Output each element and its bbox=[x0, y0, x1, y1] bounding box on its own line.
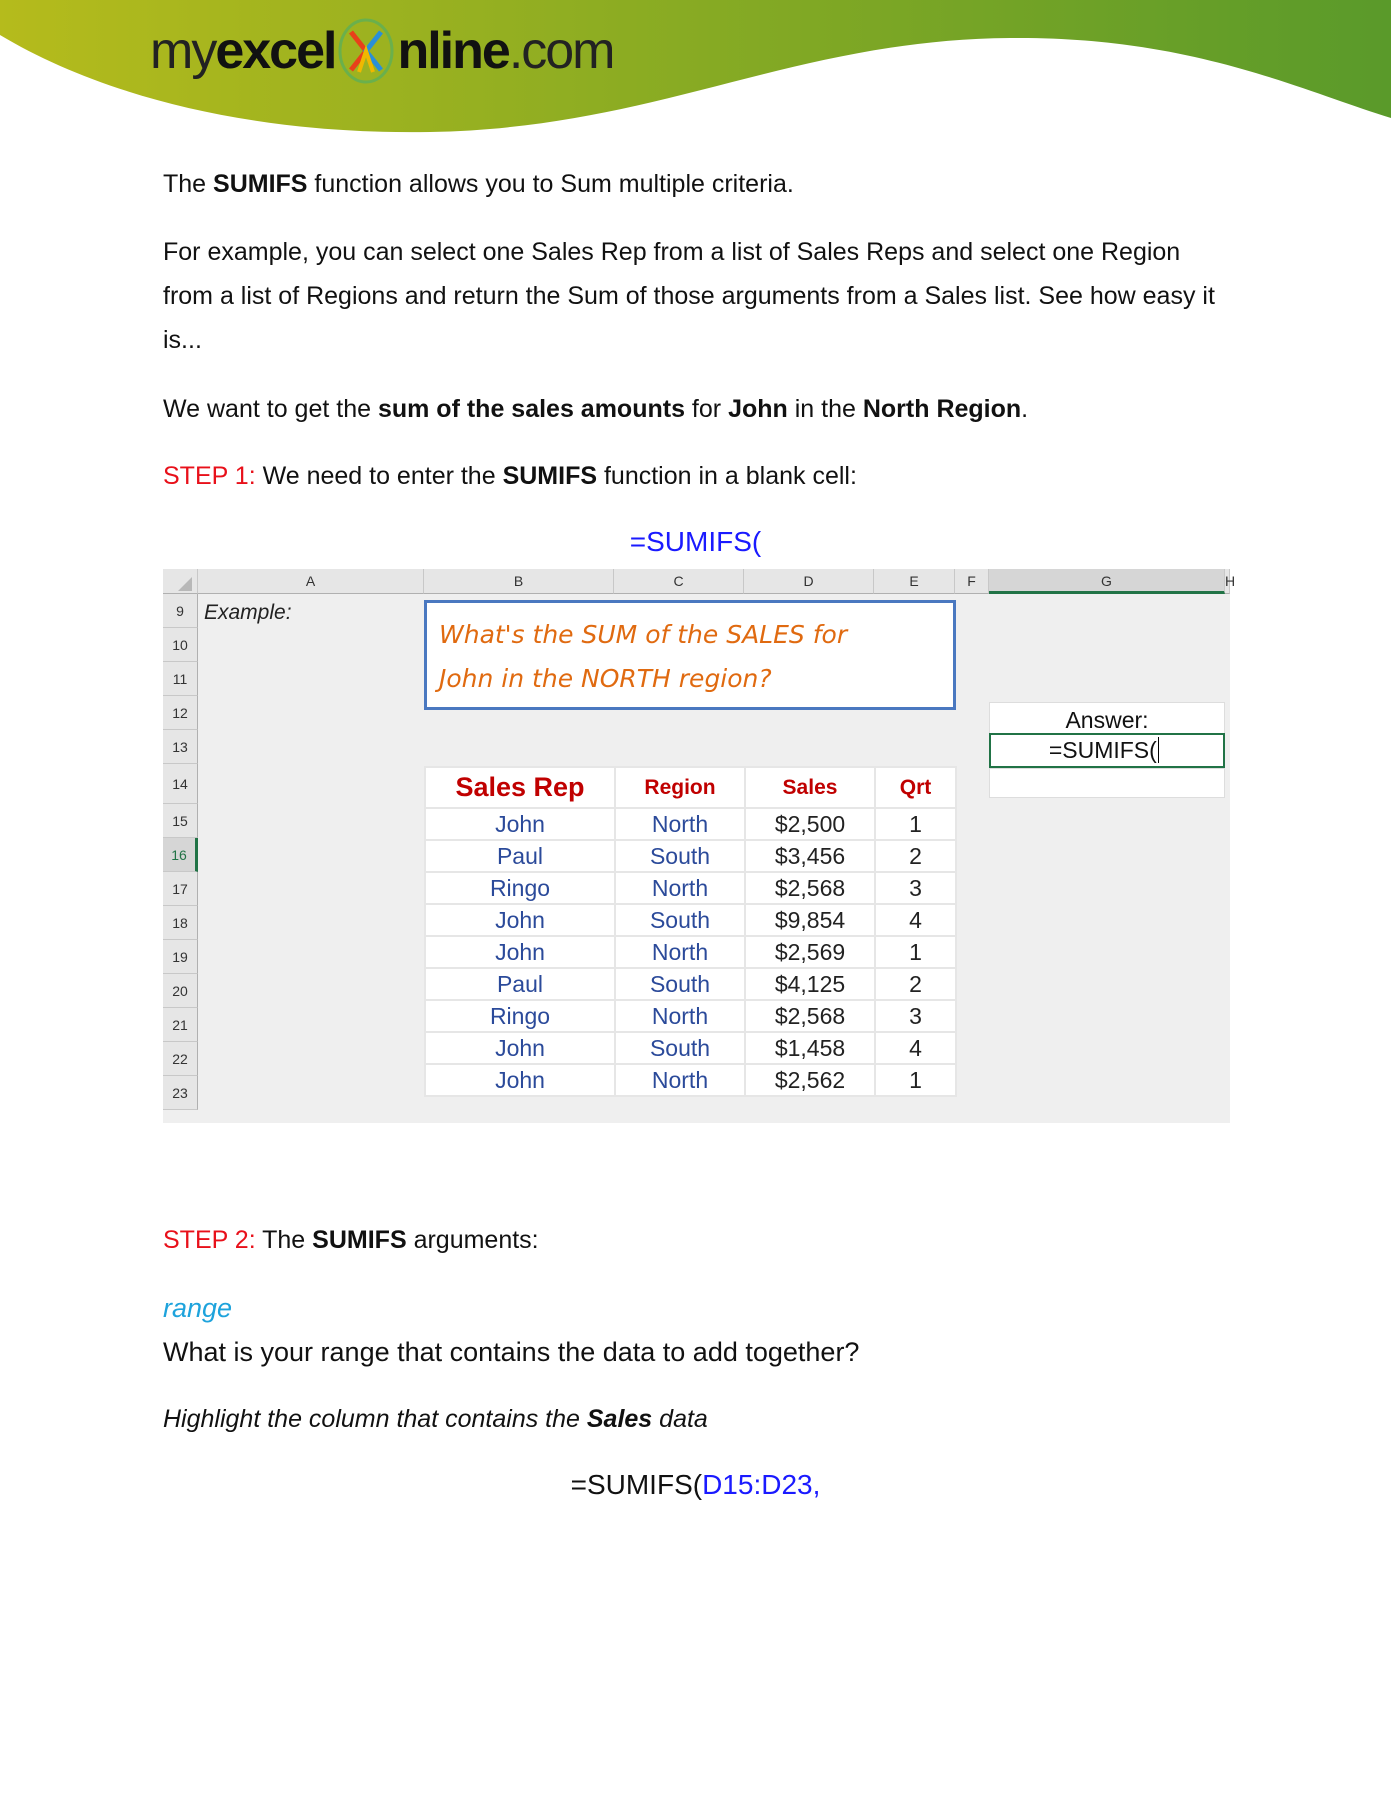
table-row bbox=[425, 904, 956, 936]
cell-sales[interactable]: $4,125 bbox=[745, 968, 875, 1000]
cell-sales[interactable]: $2,569 bbox=[745, 936, 875, 968]
text-cursor bbox=[1158, 737, 1165, 763]
cell-sales[interactable]: $3,456 bbox=[745, 840, 875, 872]
column-header-b[interactable]: B bbox=[424, 569, 614, 594]
row-header-14[interactable]: 14 bbox=[163, 764, 198, 804]
cell-sales-rep[interactable]: Paul bbox=[425, 968, 615, 1000]
cell-qrt[interactable]: 3 bbox=[875, 872, 956, 904]
row-header-16[interactable]: 16 bbox=[163, 838, 198, 872]
header-qrt[interactable]: Qrt bbox=[875, 767, 956, 808]
cell-qrt[interactable]: 4 bbox=[875, 904, 956, 936]
spreadsheet-screenshot bbox=[163, 569, 1236, 1123]
table-row bbox=[425, 808, 956, 840]
example-label: Example: bbox=[204, 601, 292, 624]
row-header-23[interactable]: 23 bbox=[163, 1076, 198, 1110]
select-all-corner[interactable] bbox=[163, 569, 198, 594]
cell-sales[interactable]: $1,458 bbox=[745, 1032, 875, 1064]
cell-qrt[interactable]: 1 bbox=[875, 936, 956, 968]
table-row bbox=[425, 840, 956, 872]
table-row bbox=[425, 1000, 956, 1032]
logo-text-my: my bbox=[150, 22, 216, 80]
column-header-d[interactable]: D bbox=[744, 569, 874, 594]
cell-sales-rep[interactable]: Paul bbox=[425, 840, 615, 872]
question-callout bbox=[424, 600, 956, 710]
row-header-17[interactable]: 17 bbox=[163, 872, 198, 906]
row-header-9[interactable]: 9 bbox=[163, 594, 198, 628]
cell-region[interactable]: North bbox=[615, 936, 745, 968]
row-header-21[interactable]: 21 bbox=[163, 1008, 198, 1042]
cell-region[interactable]: South bbox=[615, 904, 745, 936]
step1-formula: =SUMIFS( bbox=[629, 526, 762, 557]
cell-sales[interactable]: $9,854 bbox=[745, 904, 875, 936]
column-header-g[interactable]: G bbox=[989, 569, 1225, 594]
cell-sales-rep[interactable]: John bbox=[425, 904, 615, 936]
answer-formula-cell[interactable] bbox=[989, 733, 1225, 768]
logo-text-nline: nline bbox=[397, 22, 509, 80]
header-region[interactable]: Region bbox=[615, 767, 745, 808]
argument-name: range bbox=[163, 1293, 233, 1323]
cell-sales[interactable]: $2,562 bbox=[745, 1064, 875, 1096]
cell-sales-rep[interactable]: John bbox=[425, 1064, 615, 1096]
cell-sales-rep[interactable]: Ringo bbox=[425, 872, 615, 904]
question-line-2: John in the NORTH region? bbox=[439, 664, 772, 693]
column-header-f[interactable]: F bbox=[955, 569, 989, 594]
cell-sales-rep[interactable]: John bbox=[425, 808, 615, 840]
empty-cell-g17[interactable] bbox=[989, 768, 1225, 798]
argument-hint: Highlight the column that contains the Sales data bbox=[163, 1405, 708, 1433]
cell-qrt[interactable]: 1 bbox=[875, 808, 956, 840]
header-sales[interactable]: Sales bbox=[745, 767, 875, 808]
table-row bbox=[425, 936, 956, 968]
row-header-19[interactable]: 19 bbox=[163, 940, 198, 974]
cell-region[interactable]: North bbox=[615, 1064, 745, 1096]
cell-region[interactable]: North bbox=[615, 1000, 745, 1032]
row-header-10[interactable]: 10 bbox=[163, 628, 198, 662]
cell-qrt[interactable]: 3 bbox=[875, 1000, 956, 1032]
cell-region[interactable]: South bbox=[615, 1032, 745, 1064]
step2-heading: STEP 2: The SUMIFS arguments: bbox=[163, 1226, 539, 1254]
table-row bbox=[425, 1032, 956, 1064]
row-header-20[interactable]: 20 bbox=[163, 974, 198, 1008]
row-header-11[interactable]: 11 bbox=[163, 662, 198, 696]
row-header-12[interactable]: 12 bbox=[163, 696, 198, 730]
row-header-18[interactable]: 18 bbox=[163, 906, 198, 940]
cell-sales[interactable]: $2,500 bbox=[745, 808, 875, 840]
answer-formula-text: =SUMIFS( bbox=[1048, 737, 1157, 763]
table-row bbox=[425, 968, 956, 1000]
cell-region[interactable]: North bbox=[615, 808, 745, 840]
site-logo[interactable] bbox=[150, 18, 614, 84]
row-header-13[interactable]: 13 bbox=[163, 730, 198, 764]
column-header-e[interactable]: E bbox=[874, 569, 955, 594]
table-row bbox=[425, 872, 956, 904]
cell-sales-rep[interactable]: John bbox=[425, 936, 615, 968]
cell-qrt[interactable]: 2 bbox=[875, 968, 956, 1000]
logo-x-icon bbox=[337, 18, 395, 84]
cell-qrt[interactable]: 2 bbox=[875, 840, 956, 872]
intro-paragraph-2: For example, you can select one Sales Rep from a list of Sales Reps and select one Region from a list of Regions and return the Sum of those arguments from a Sales list. See how easy it is... bbox=[163, 238, 1215, 354]
question-line-1: What's the SUM of the SALES for bbox=[439, 620, 848, 649]
row-header-15[interactable]: 15 bbox=[163, 804, 198, 838]
cell-region[interactable]: South bbox=[615, 840, 745, 872]
row-header-22[interactable]: 22 bbox=[163, 1042, 198, 1076]
answer-label-cell[interactable]: Answer: bbox=[989, 702, 1225, 736]
table-header-row bbox=[425, 767, 956, 808]
intro-paragraph-1: The SUMIFS function allows you to Sum multiple criteria. bbox=[163, 170, 794, 198]
step2-formula: =SUMIFS(D15:D23, bbox=[570, 1469, 821, 1500]
cell-region[interactable]: North bbox=[615, 872, 745, 904]
cell-sales[interactable]: $2,568 bbox=[745, 1000, 875, 1032]
cell-region[interactable]: South bbox=[615, 968, 745, 1000]
cell-qrt[interactable]: 4 bbox=[875, 1032, 956, 1064]
sales-table bbox=[424, 766, 957, 1097]
cell-qrt[interactable]: 1 bbox=[875, 1064, 956, 1096]
argument-question: What is your range that contains the data to add together? bbox=[163, 1337, 860, 1367]
column-header-c[interactable]: C bbox=[614, 569, 744, 594]
header-sales-rep[interactable]: Sales Rep bbox=[425, 767, 615, 808]
header-banner bbox=[0, 0, 1391, 140]
table-row bbox=[425, 1064, 956, 1096]
logo-text-com: .com bbox=[508, 22, 614, 80]
column-header-a[interactable]: A bbox=[198, 569, 424, 594]
intro-paragraph-3: We want to get the sum of the sales amounts for John in the North Region. bbox=[163, 395, 1029, 423]
cell-sales-rep[interactable]: Ringo bbox=[425, 1000, 615, 1032]
step1-heading: STEP 1: We need to enter the SUMIFS function in a blank cell: bbox=[163, 462, 857, 490]
cell-sales-rep[interactable]: John bbox=[425, 1032, 615, 1064]
column-header-h[interactable]: H bbox=[1225, 569, 1230, 594]
cell-sales[interactable]: $2,568 bbox=[745, 872, 875, 904]
logo-text-excel: excel bbox=[215, 22, 336, 80]
